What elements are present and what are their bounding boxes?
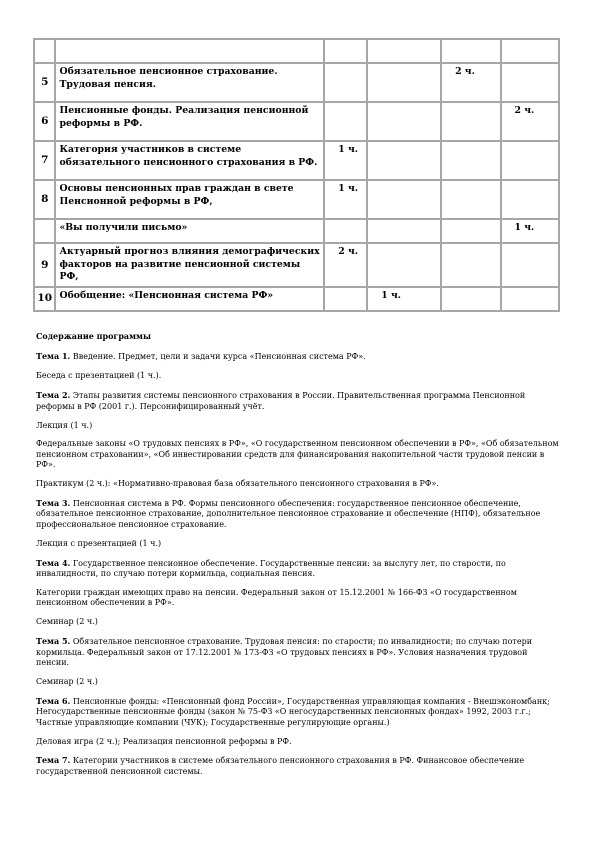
- paragraph: [36, 390, 560, 412]
- table-row: [35, 40, 558, 62]
- paragraph-text: Введение. Предмет, цели и задачи курса «Пенсионная система РФ».: [70, 352, 366, 362]
- row-number-cell: 5: [35, 64, 54, 101]
- hours-col-1-cell: [325, 244, 366, 286]
- topic-label: Тема 4.: [36, 557, 71, 568]
- hours-col-1-cell: [325, 220, 366, 242]
- hours-col-2-cell: [368, 220, 440, 242]
- hours-col-2-cell: [368, 181, 440, 218]
- row-number-cell: 7: [35, 142, 54, 179]
- hours-col-1-cell: [325, 181, 366, 218]
- topic-cell: Пенсионные фонды. Реализация пенсионной реформы в РФ.: [56, 103, 323, 140]
- topic-cell: [56, 40, 323, 62]
- hours-col-4-cell: [502, 288, 558, 310]
- hours-col-3-cell: [442, 181, 499, 218]
- paragraph-text: Лекция (1 ч.): [36, 420, 93, 430]
- paragraph: [36, 755, 560, 777]
- hours-col-1-cell: [325, 103, 366, 140]
- paragraph: [36, 636, 560, 668]
- paragraph-text: Лекция с презентацией (1 ч.): [36, 538, 162, 548]
- hours-col-3-cell: [442, 64, 499, 101]
- paragraph: [36, 479, 560, 489]
- hours-col-2-cell: [368, 40, 440, 62]
- paragraph: [36, 498, 560, 530]
- hours-col-4-cell: [502, 220, 558, 242]
- paragraph: [36, 421, 560, 431]
- paragraph-text: Пенсионная система в РФ. Формы пенсионного обеспечения: государственное пенсионное обеспечение, обязательное пенсионное страхование, дополнительное пенсионное страхование и обеспечение (НПФ), обязательное профессиональное пенсионное страхование.: [36, 499, 541, 529]
- row-number-cell: [35, 220, 54, 242]
- hours-col-2-cell: [368, 244, 440, 286]
- hours-col-2-cell: [368, 103, 440, 140]
- paragraph: [36, 439, 560, 470]
- hours-col-3-cell: [442, 288, 499, 310]
- table-row: [35, 64, 558, 101]
- paragraph-text: Категории граждан имеющих право на пенсии. Федеральный закон от 15.12.2001 № 166-ФЗ «О государственном пенсионном обеспечении в РФ».: [36, 588, 517, 608]
- paragraph-text: Практикум (2 ч.): «Нормативно-правовая база обязательного пенсионного страхования в РФ».: [36, 479, 439, 489]
- hours-col-1-cell: [325, 288, 366, 310]
- topic-label: Тема 7.: [36, 755, 71, 766]
- paragraph: [36, 696, 560, 728]
- paragraph: [36, 371, 560, 381]
- hours-col-2-cell: [368, 288, 440, 310]
- hours-col-4-cell: [502, 244, 558, 286]
- hours-col-2-cell: [368, 142, 440, 179]
- paragraph-text: Обязательное пенсионное страхование. Трудовая пенсия: по старости; по инвалидности; по случаю потери кормильца. Федеральный закон от 17.12.2001 № 173-ФЗ «О трудовых пенсиях в РФ». Условия назначения трудовой пенсии.: [36, 637, 533, 668]
- hours-col-1-cell: [325, 40, 366, 62]
- hours-col-1-value: 1 ч.: [338, 144, 358, 155]
- paragraph-text: Государственное пенсионное обеспечение. Государственные пенсии: за выслугу лет, по старости, по инвалидности, по случаю потери кормильца, социальная пенсия.: [36, 558, 506, 579]
- hours-col-1-cell: [325, 142, 366, 179]
- hours-col-3-cell: [442, 244, 499, 286]
- table-row: [35, 103, 558, 140]
- paragraph: [36, 351, 560, 362]
- hours-col-3-value: 2 ч.: [455, 66, 475, 77]
- row-number-cell: 10: [35, 288, 54, 310]
- row-number-cell: 9: [35, 244, 54, 286]
- topic-cell: Обобщение: «Пенсионная система РФ»: [56, 288, 323, 310]
- lesson-plan-table-body: [35, 40, 558, 310]
- topic-cell: «Вы получили письмо»: [56, 220, 323, 242]
- program-content: [36, 331, 560, 786]
- table-row: [35, 220, 558, 242]
- paragraph: [36, 588, 560, 609]
- paragraph-text: Семинар (2 ч.): [36, 676, 98, 686]
- row-number-cell: [35, 40, 54, 62]
- hours-col-3-cell: [442, 40, 499, 62]
- hours-col-1-cell: [325, 64, 366, 101]
- table-row: [35, 244, 558, 286]
- paragraph: [36, 558, 560, 580]
- hours-col-1-value: 1 ч.: [338, 183, 358, 194]
- paragraph: [36, 677, 560, 687]
- topic-label: Тема 2.: [36, 390, 71, 401]
- topic-cell: Обязательное пенсионное страхование. Трудовая пенсия.: [56, 64, 323, 101]
- topic-label: Тема 3.: [36, 498, 71, 509]
- hours-col-4-cell: [502, 181, 558, 218]
- row-number-cell: 8: [35, 181, 54, 218]
- table-row: [35, 288, 558, 310]
- paragraph-text: Федеральные законы «О трудовых пенсиях в РФ», «О государственном пенсионном обеспечении в РФ», «Об обязательном пенсионном страховании», «Об инвестировании средств для финансирования накопительной части трудовой пенсии в РФ».: [36, 439, 559, 470]
- hours-col-4-cell: [502, 142, 558, 179]
- paragraph-text: Семинар (2 ч.): [36, 617, 98, 627]
- paragraph: [36, 737, 560, 747]
- hours-col-3-cell: [442, 142, 499, 179]
- section-heading: Содержание программы: [36, 331, 152, 341]
- hours-col-4-value: 2 ч.: [514, 105, 535, 116]
- paragraph: [36, 539, 560, 549]
- topic-label: Тема 1.: [36, 351, 71, 362]
- hours-col-4-cell: [502, 103, 558, 140]
- hours-col-3-cell: [442, 220, 499, 242]
- hours-col-2-value: 1 ч.: [381, 289, 402, 301]
- topic-cell: Основы пенсионных прав граждан в свете Пенсионной реформы в РФ,: [56, 181, 323, 218]
- hours-col-4-cell: [502, 40, 558, 62]
- hours-col-4-value: 1 ч.: [514, 222, 535, 233]
- paragraph-text: Деловая игра (2 ч.); Реализация пенсионной реформы в РФ.: [36, 736, 292, 746]
- paragraph-text: Беседа с презентацией (1 ч.).: [36, 371, 162, 381]
- row-number-cell: 6: [35, 103, 54, 140]
- topic-cell: Актуарный прогноз влияния демографических факторов на развитие пенсионной системы РФ,: [56, 244, 323, 286]
- paragraph-text: Этапы развития системы пенсионного страхования в России. Правительственная программа Пенсионной реформы в РФ (2001 г.). Персонифицированный учёт.: [36, 391, 526, 411]
- hours-col-3-cell: [442, 103, 499, 140]
- topic-label: Тема 5.: [36, 636, 71, 647]
- paragraph-text: Категории участников в системе обязательного пенсионного страхования в РФ. Финансовое обеспечение государственной пенсионной системы.: [36, 756, 525, 776]
- topic-cell: Категория участников в системе обязательного пенсионного страхования в РФ.: [56, 142, 323, 179]
- paragraph-text: Пенсионные фонды: «Пенсионный фонд России», Государственная управляющая компания - Внешэкономбанк; Негосударственные пенсионные фонды (закон № 75-ФЗ «О негосударственных пенсионных фондах» 1992, 2003 г.г.; Частные управляющие компании (ЧУК); Государственные регулирующие органы.): [36, 696, 550, 727]
- lesson-plan-table: [33, 38, 560, 312]
- paragraph: [36, 617, 560, 627]
- hours-col-2-cell: [368, 64, 440, 101]
- table-row: [35, 181, 558, 218]
- hours-col-1-value: 2 ч.: [338, 246, 358, 257]
- topic-label: Тема 6.: [36, 695, 71, 706]
- hours-col-4-cell: [502, 64, 558, 101]
- table-row: [35, 142, 558, 179]
